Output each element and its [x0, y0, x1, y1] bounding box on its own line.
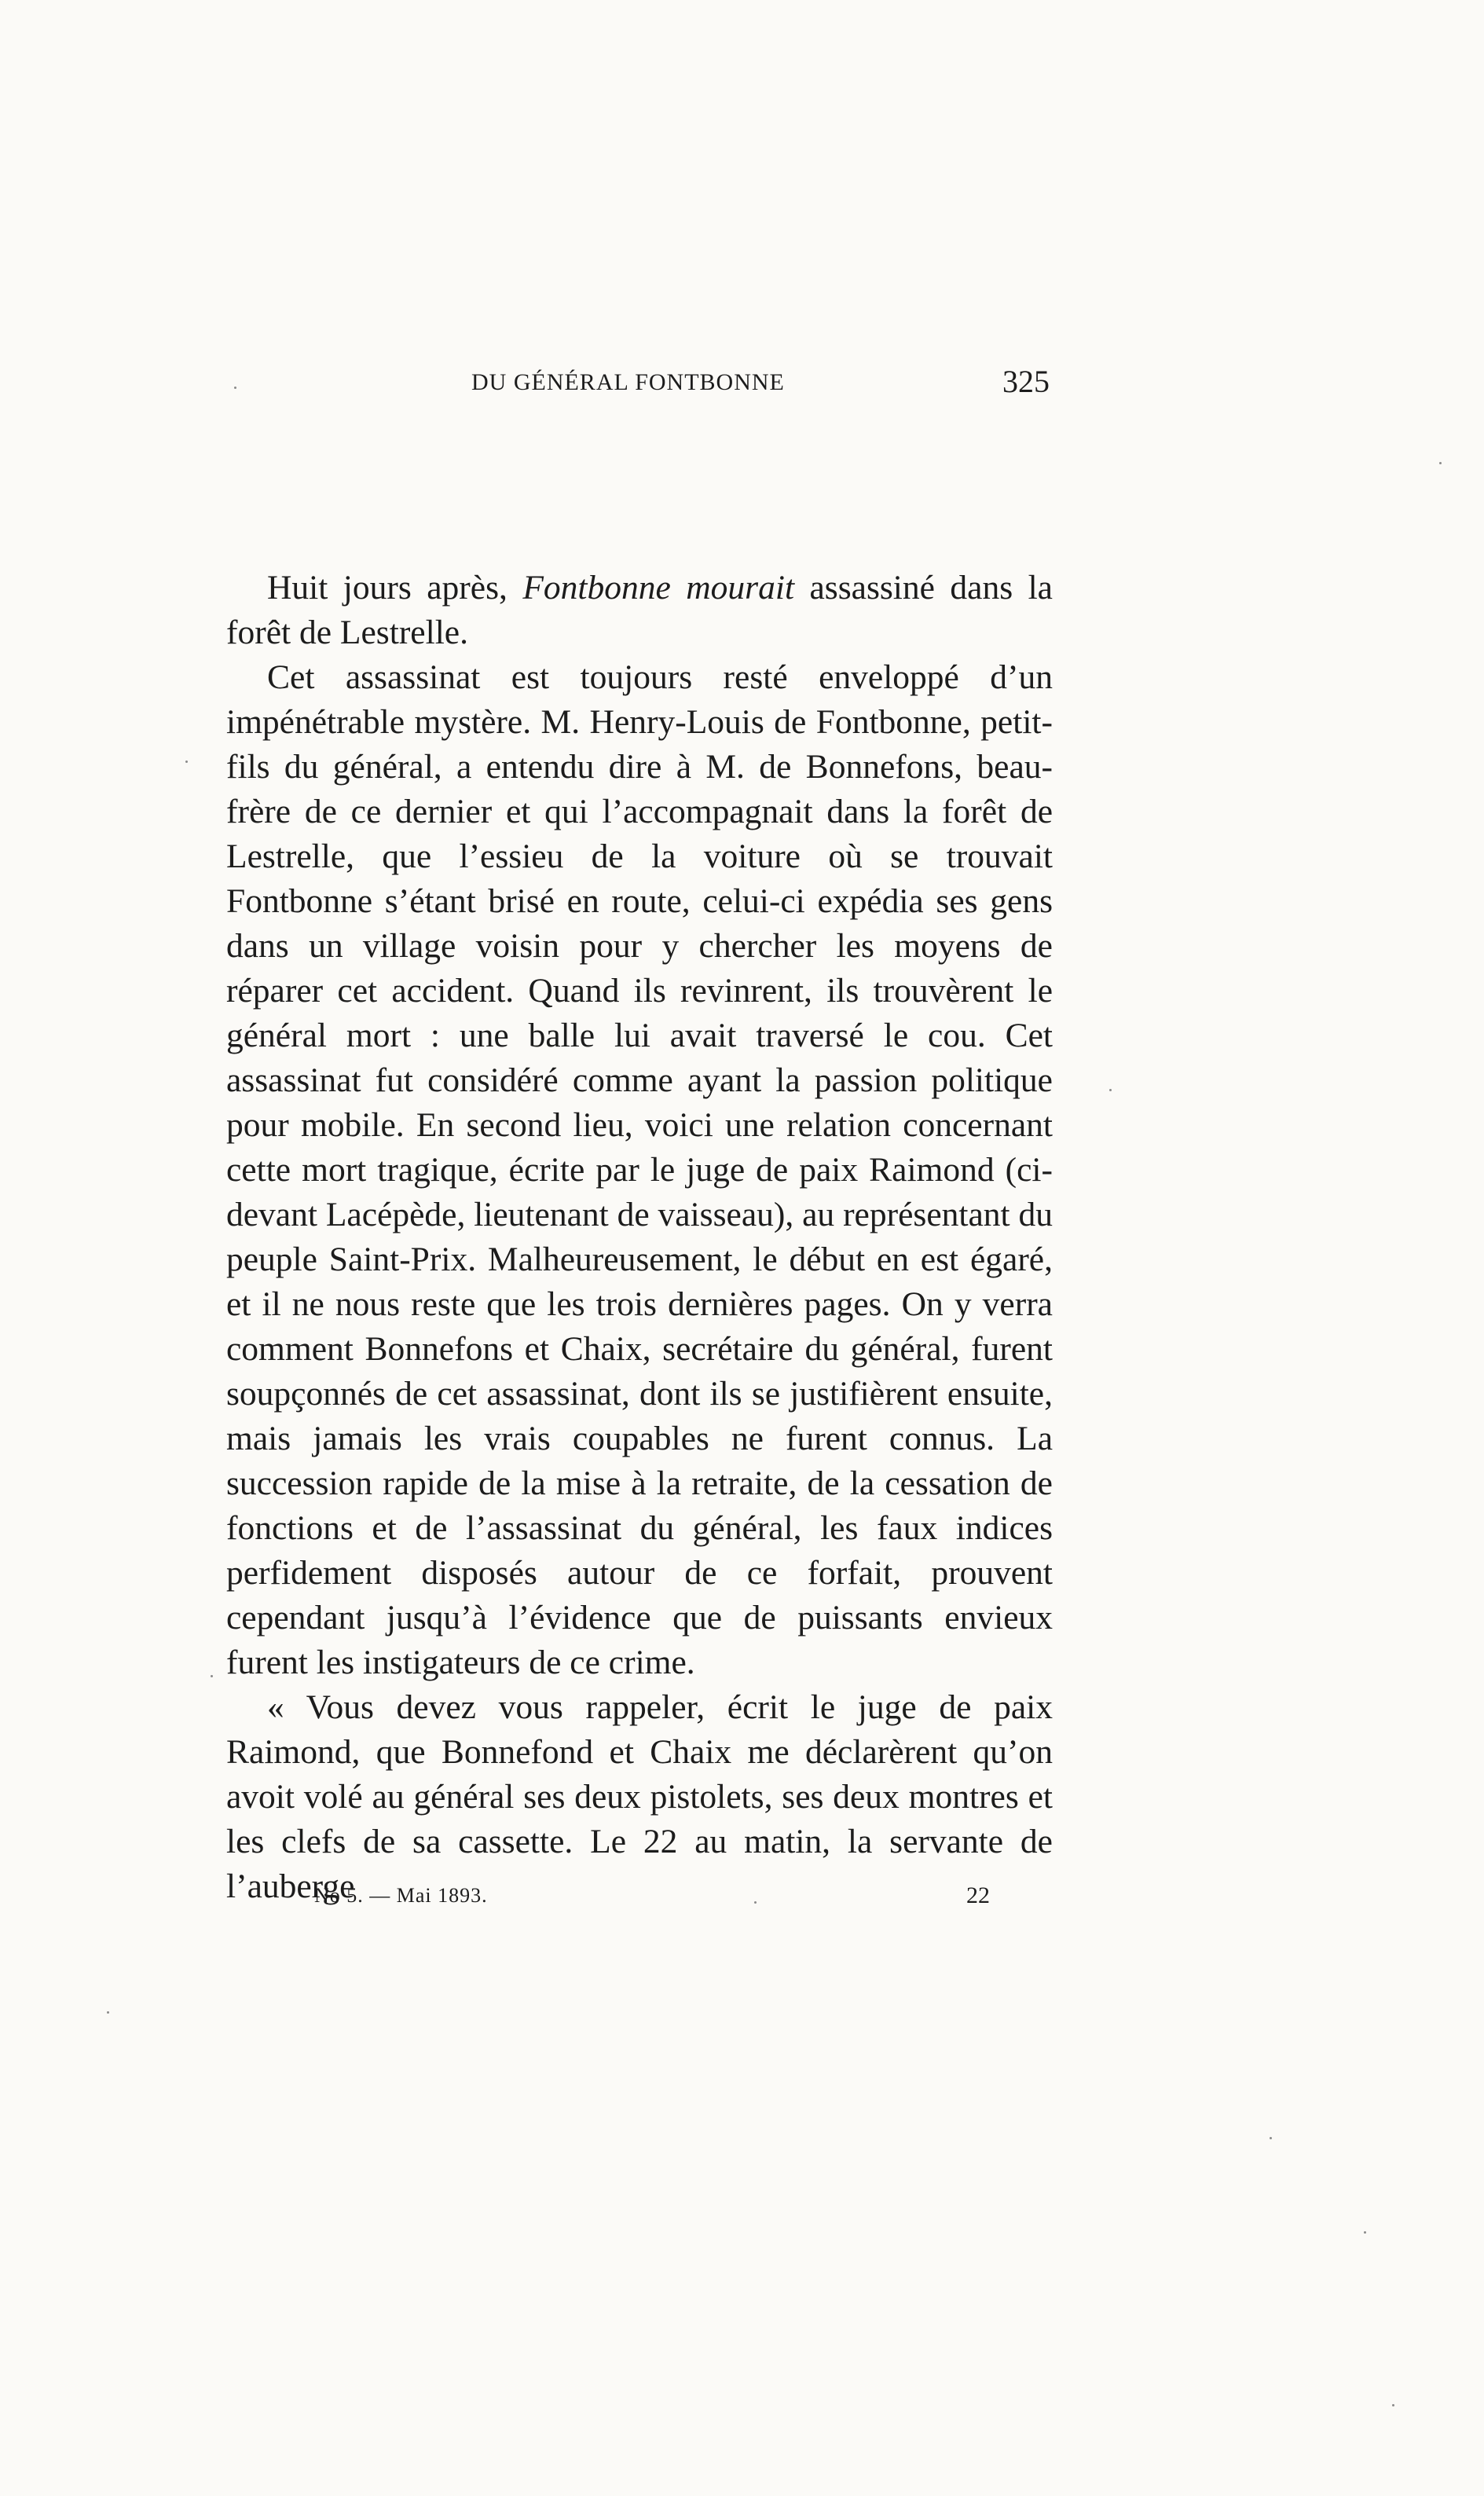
- paper-speck: [211, 1675, 213, 1677]
- paper-speck: [107, 2011, 109, 2014]
- paper-speck: [1392, 2404, 1394, 2406]
- page-number: 325: [1002, 364, 1050, 399]
- paragraph-3: « Vous devez vous rappeler, écrit le juge de paix Raimond, que Bonnefond et Chaix me déclarèrent qu’on avoit volé au général ses deux pistolets, ses deux montres et les clefs de sa cassette. Le 22 au matin, la servante de l’auberge: [226, 1688, 1053, 1905]
- paper-speck: [234, 387, 236, 389]
- signature-mark: No 5. — Mai 1893.: [314, 1884, 488, 1907]
- paragraph-2: Cet assassinat est toujours resté enveloppé d’un impénétrable mystère. M. Henry-Louis de Fontbonne, petit-fils du général, a entendu dire à M. de Bonnefons, beau-frère de ce dernier et qui l’accompagnait dans la forêt de Lestrelle, que l’essieu de la voiture où se trouvait Fontbonne s’étant brisé en route, celui-ci expédia ses gens dans un village voisin pour y chercher les moyens de réparer cet accident. Quand ils revinrent, ils trouvèrent le général mort : une balle lui avait traversé le cou. Cet assassinat fut considéré comme ayant la passion politique pour mobile. En second lieu, voici une relation concernant cette mort tragique, écrite par le juge de paix Raimond (ci-devant Lacépède, lieutenant de vaisseau), au représentant du peuple Saint-Prix. Malheureusement, le début en est égaré, et il ne nous reste que les trois dernières pages. On y verra comment Bonnefons et Chaix, secrétaire du général, furent soupçonnés de cet assassinat, dont ils se justifièrent ensuite, mais jamais les vrais coupables ne furent connus. La succession rapide de la mise à la retraite, de la cessation de fonctions et de l’assassinat du général, les faux indices perfidement disposés autour de ce forfait, prouvent cependant jusqu’à l’évidence que de puissants envieux furent les instigateurs de ce crime.: [226, 658, 1053, 1681]
- paper-speck: [1364, 2231, 1366, 2234]
- running-head: DU GÉNÉRAL FONTBONNE: [471, 369, 785, 395]
- paper-speck: [185, 761, 188, 763]
- paper-speck: [754, 1901, 757, 1904]
- paper-speck: [1439, 462, 1442, 464]
- paragraph-1-start: Huit jours après,: [267, 569, 523, 607]
- paragraph-1-end: assassiné dans la forêt de Lestrelle.: [226, 569, 1053, 651]
- italic-phrase: Fontbonne mourait: [522, 569, 795, 607]
- paragraph-1: [226, 566, 1053, 655]
- paper-speck: [1109, 1089, 1112, 1091]
- paper-speck: [1270, 2137, 1272, 2139]
- body-text: [226, 566, 1053, 1909]
- sheet-number: 22: [966, 1882, 990, 1908]
